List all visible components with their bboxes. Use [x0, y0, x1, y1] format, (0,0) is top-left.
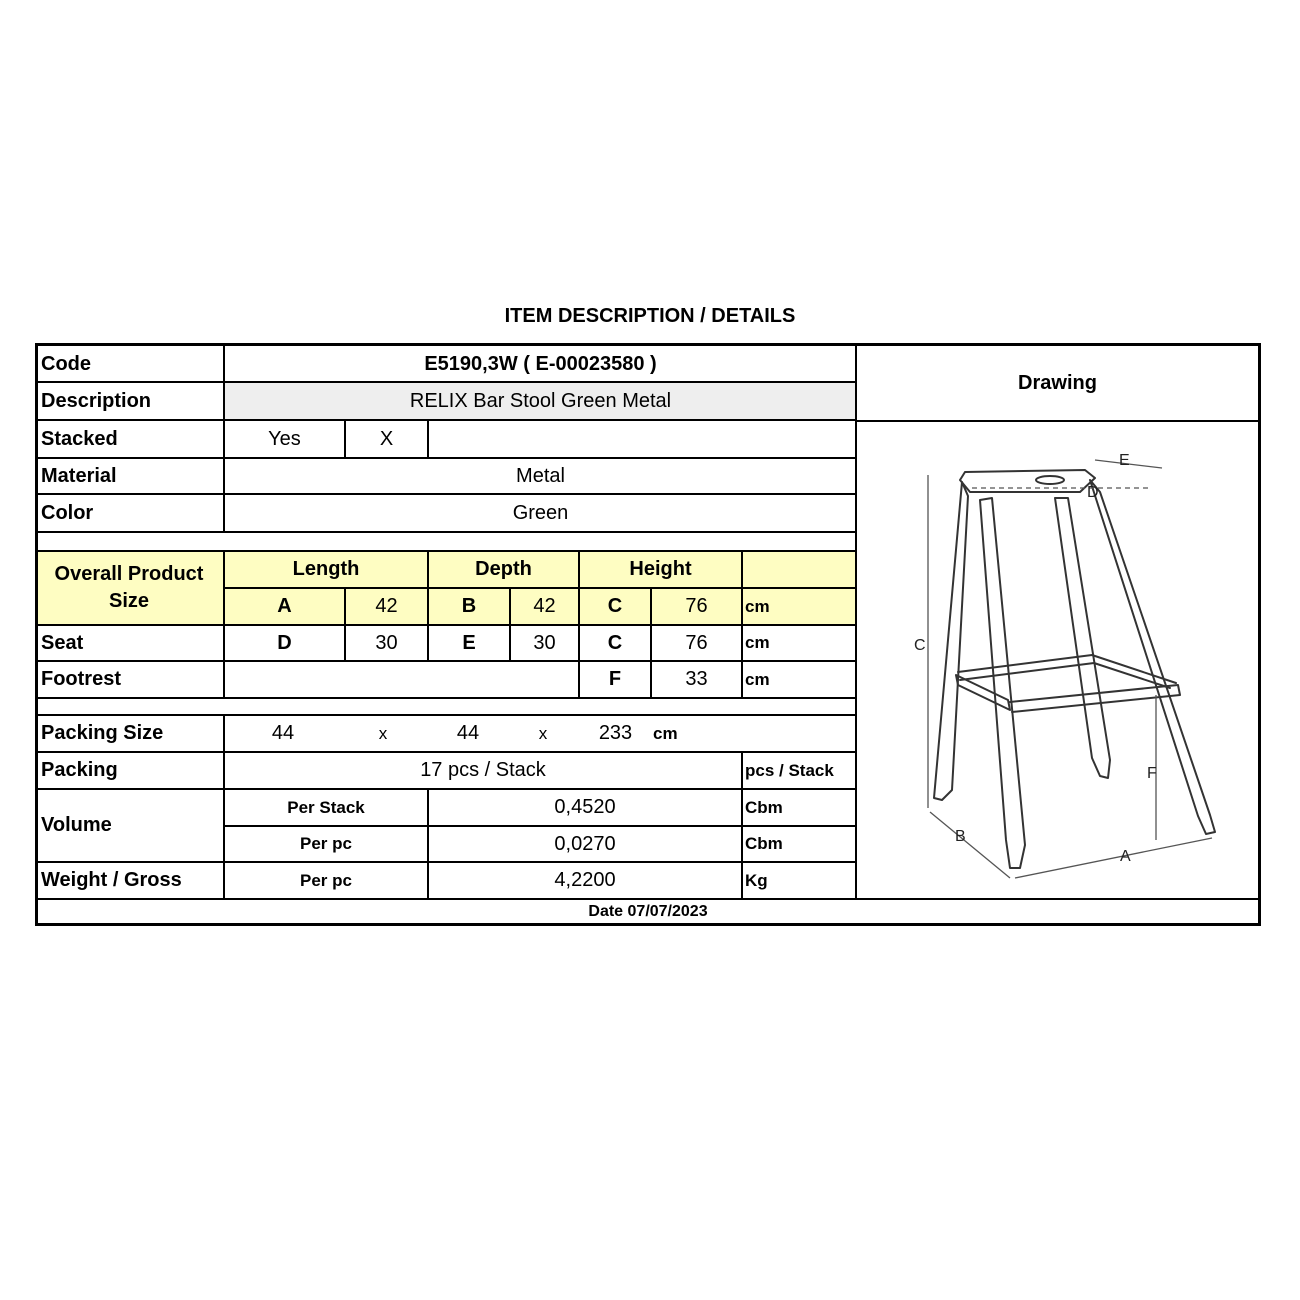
overall-height-value: 76: [685, 595, 708, 617]
date-footer: Date 07/07/2023: [588, 902, 708, 920]
overall-unit: cm: [745, 596, 770, 616]
footrest-height-key: F: [608, 668, 622, 690]
seat-length-value: 30: [375, 631, 398, 654]
volume-label: Volume: [41, 814, 112, 836]
packing-size-x1: x: [378, 723, 388, 743]
dim-line-a: [1015, 838, 1212, 878]
seat-label: Seat: [41, 631, 84, 654]
code-value: E5190,3W ( E-00023580 ): [424, 352, 657, 375]
page-title: ITEM DESCRIPTION / DETAILS: [504, 305, 796, 327]
footrest-height-value: 33: [685, 668, 708, 690]
drawing-label-a: A: [1120, 848, 1131, 865]
overall-size-label: Overall Product Size: [54, 563, 204, 612]
weight-per-label: Per pc: [300, 870, 352, 890]
description-label: Description: [41, 389, 152, 412]
drawing-header: Drawing: [1018, 371, 1097, 394]
packing-size-width: 44: [271, 722, 295, 744]
footrest-label: Footrest: [41, 668, 121, 690]
seat-depth-key: E: [462, 631, 476, 654]
seat-top: [960, 470, 1095, 492]
rail-front: [1010, 685, 1180, 712]
weight-unit: Kg: [745, 870, 768, 890]
code-label: Code: [41, 352, 91, 375]
description-value: RELIX Bar Stool Green Metal: [409, 389, 672, 412]
volume-per-pc-unit: Cbm: [745, 834, 783, 853]
weight-value: 4,2200: [554, 869, 616, 891]
seat-height-key: C: [607, 631, 623, 654]
seat-length-key: D: [277, 631, 292, 654]
stool-drawing: [860, 440, 1240, 880]
overall-height-key: C: [607, 595, 623, 617]
drawing-label-b: B: [955, 828, 966, 845]
packing-label: Packing: [41, 759, 118, 781]
weight-label: Weight / Gross: [41, 869, 182, 891]
drawing-label-d: D: [1087, 484, 1099, 501]
seat-depth-value: 30: [533, 631, 556, 654]
drawing-label-c: C: [914, 637, 926, 654]
leg-back-left: [934, 482, 968, 800]
packing-size-depth: 44: [456, 722, 480, 744]
leg-front-left: [980, 498, 1025, 868]
overall-length-value: 42: [375, 595, 398, 617]
header-length: Length: [292, 558, 360, 580]
color-value: Green: [512, 501, 569, 524]
seat-unit: cm: [745, 633, 770, 652]
stacked-answer: Yes: [268, 427, 301, 450]
dim-line-b: [930, 812, 1010, 878]
volume-per-stack-value: 0,4520: [554, 796, 616, 818]
packing-size-x2: x: [538, 723, 548, 743]
material-value: Metal: [516, 464, 565, 487]
volume-per-pc-label: Per pc: [300, 834, 352, 853]
drawing-label-f: F: [1147, 765, 1157, 782]
packing-size-label: Packing Size: [41, 722, 164, 744]
volume-per-pc-value: 0,0270: [554, 832, 616, 855]
packing-unit: pcs / Stack: [745, 760, 834, 780]
header-depth: Depth: [475, 558, 532, 580]
packing-size-height: 233: [598, 722, 633, 744]
stacked-mark: X: [379, 427, 394, 450]
header-height: Height: [629, 558, 692, 580]
leg-back-right: [1055, 498, 1110, 778]
color-label: Color: [41, 501, 94, 524]
footrest-unit: cm: [745, 669, 770, 689]
stacked-label: Stacked: [41, 427, 118, 450]
overall-length-key: A: [277, 595, 292, 617]
seat-height-value: 76: [685, 631, 708, 654]
volume-per-stack-unit: Cbm: [745, 797, 783, 817]
drawing-label-e: E: [1119, 452, 1130, 469]
volume-per-stack-label: Per Stack: [287, 797, 365, 817]
overall-depth-value: 42: [533, 595, 556, 617]
material-label: Material: [41, 464, 117, 487]
packing-value: 17 pcs / Stack: [420, 759, 546, 781]
packing-size-unit: cm: [653, 723, 678, 743]
overall-depth-key: B: [461, 595, 477, 617]
seat-handle-hole: [1036, 476, 1064, 484]
